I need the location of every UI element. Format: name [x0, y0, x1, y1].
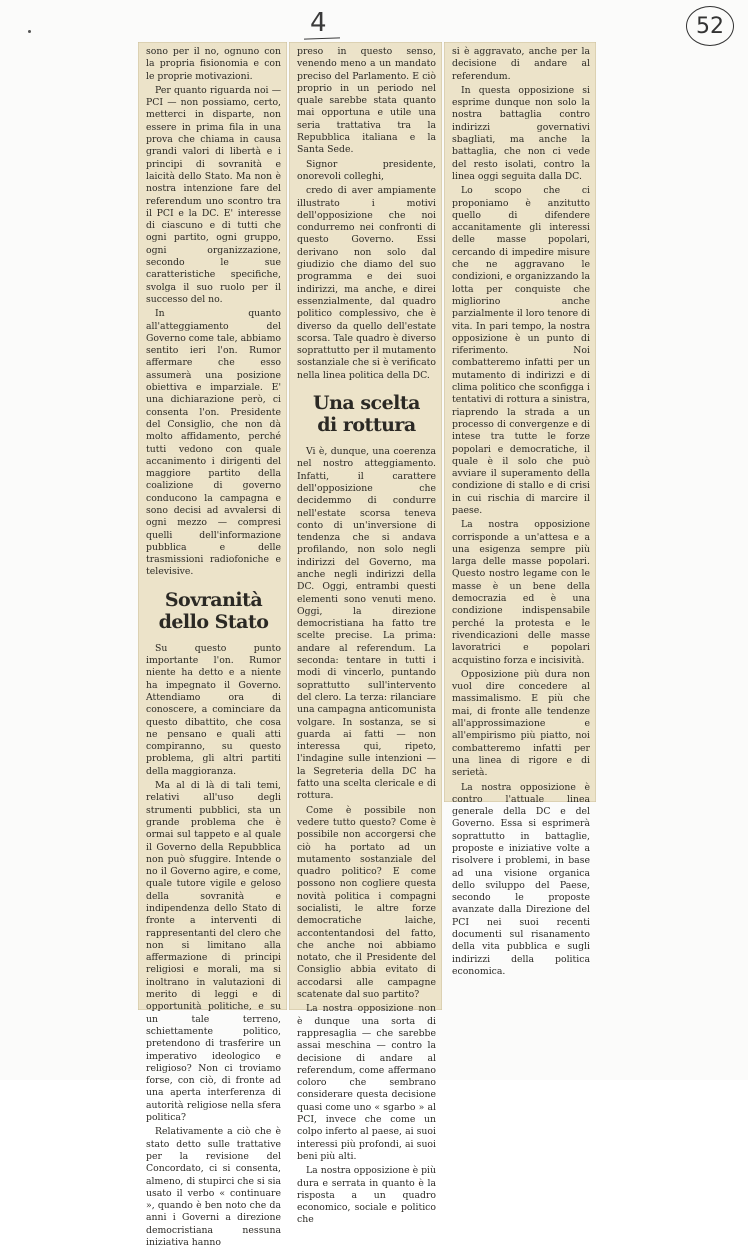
clipping-column-2	[289, 42, 442, 1226]
subheadline-line: Una scelta	[313, 392, 420, 415]
scan-speck	[28, 30, 31, 33]
paragraph: credo di aver ampiamente illustrato i motivi dell'opposizione che noi condurremo nei confronti di questo Governo. Essi derivano non solo dal giudizio che diamo del suo programma e dei suoi indirizzi, ma anche, e direi essenzialmente, dal quadro politico complessivo, che è diverso da quello dell'estate scorsa. Tale quadro è diverso soprattutto per il mutamento sostanziale che si è verificato nella linea politica della DC.	[297, 185, 436, 381]
subheadline-line: Sovranità	[164, 588, 263, 611]
paragraph: Opposizione più dura non vuol dire concedere al massimalismo. E più che mai, di fronte alle tendenze all'approssimazione e all'empirismo più piatto, noi combatteremo infatti per una linea di rigore e di serietà.	[452, 668, 590, 779]
paragraph: Ma al di là di tali temi, relativi all'uso degli strumenti pubblici, sta un grande problema che è ormai sul tappeto e al quale il Governo della Repubblica non può sfuggire. Intende o no il Governo agire, e come, quale tutore vigile e geloso della sovranità e indipendenza dello Stato di fronte a interventi di rappresentanti del clero che non si limitano alla affermazione di principi religiosi e morali, ma si inoltrano in valutazioni di merito di leggi e di opportunità politiche, e su un tale terreno, schiettamente politico, pretendono di trasferire un imperativo ideologico e religioso? Non ci troviamo forse, con ciò, di fronte ad una aperta interferenza di autorità religiose nella sfera politica?	[146, 780, 281, 1124]
subheadline-scelta-rottura	[297, 392, 436, 436]
paragraph: preso in questo senso, venendo meno a un mandato preciso del Parlamento. E ciò proprio in un periodo nel quale sarebbe stata quanto mai opportuna e utile una seria trattativa tra la Repubblica italiana e la Santa Sede.	[297, 46, 436, 156]
handwritten-page-number: 4	[310, 8, 327, 38]
circled-folio-text: 52	[696, 13, 724, 39]
paragraph: Relativamente a ciò che è stato detto sulle trattative per la revisione del Concordato, ci si consenta, almeno, di stupirci che si sia usato il verbo « continuare », quando è ben noto che da anni i Governi a direzione democristiana nessuna iniziativa hanno	[146, 1126, 281, 1249]
paragraph: Vi è, dunque, una coerenza nel nostro atteggiamento. Infatti, il carattere dell'opposizione che decidemmo di condurre nell'estate scorsa teneva conto di un'inversione di tendenza che si andava profilando, non solo negli indirizzi del Governo, ma anche negli indirizzi della DC. Oggi, entrambi questi elementi sono venuti meno. Oggi, la direzione democristiana ha fatto tre scelte precise. La prima: andare al referendum. La seconda: tentare in tutti i modi di vincerlo, puntando soprattutto sull'intervento del clero. La terza: rilanciare una campagna anticomunista volgare. In sostanza, se si guarda ai fatti — non interessa qui, ripeto, l'indagine sulle intenzioni — la Segreteria della DC ha fatto una scelta clericale e di rottura.	[297, 446, 436, 802]
paragraph: Su questo punto importante l'on. Rumor niente ha detto e a niente ha impegnato il Governo. Attendiamo ora di conoscere, a cominciare da questo dibattito, che cosa ne pensano e quali atti compiranno, su questo problema, gli altri partiti della maggioranza.	[146, 642, 281, 777]
paragraph: La nostra opposizione non è dunque una sorta di rappresaglia — che sarebbe assai meschina — contro la decisione di andare al referendum, come affermano coloro che sembrano considerare questa decisione quasi come uno « sgarbo » al PCI, invece che come un colpo inferto al paese, ai suoi interessi più profondi, ai suoi beni più alti.	[297, 1003, 436, 1162]
clipping-column-1	[138, 42, 287, 1249]
paragraph: La nostra opposizione è contro l'attuale linea generale della DC e del Governo. Essa si esprimerà soprattutto in battaglie, proposte e iniziative volte a risolvere i problemi, in base ad una visione organica dello sviluppo del Paese, secondo le proposte avanzate dalla Direzione del PCI nei suoi recenti documenti sul risanamento della vita pubblica e sugli indirizzi della politica economica.	[452, 781, 590, 977]
paragraph: La nostra opposizione corrisponde a un'attesa e a una esigenza sempre più larga delle masse popolari. Questo nostro legame con le masse è un bene della democrazia ed è una condizione indispensabile perché la protesta e le rivendicazioni delle masse lavoratrici e popolari acquistino forza e incisività.	[452, 519, 590, 666]
subheadline-line: dello Stato	[158, 610, 269, 633]
subheadline-line: di rottura	[317, 414, 416, 437]
subheadline-sovranita	[146, 589, 281, 633]
paragraph: Lo scopo che ci proponiamo è anzitutto quello di difendere accanitamente gli interessi delle masse popolari, cercando di impedire misure che ne aggravano le condizioni, e organizzando la lotta per conquiste che migliorino anche parzialmente il loro tenore di vita. In pari tempo, la nostra opposizione è un punto di riferimento. Noi combatteremo infatti per un mutamento di indirizzi e di clima politico che sconfigga i tentativi di rottura a sinistra, riaprendo la strada a un processo di convergenze e di intese tra tutte le forze popolari e democratiche, il quale è il solo che può avviare il superamento della condizione di stallo e di crisi in cui rischia di marcire il paese.	[452, 185, 590, 516]
paragraph: In quanto all'atteggiamento del Governo come tale, abbiamo sentito ieri l'on. Rumor affermare che esso assumerà una posizione obiettiva e imparziale. E' una dichiarazione però, ci consenta l'on. Presidente del Consiglio, che non dà molto affidamento, perché tutti vedono con quale accanimento i dirigenti del maggiore partito della coalizione di governo conducono la campagna e sono decisi ad avvalersi di ogni mezzo — compresi quelli dell'informazione pubblica e delle trasmissioni radiofoniche e televisive.	[146, 308, 281, 578]
paragraph: si è aggravato, anche per la decisione di andare al referendum.	[452, 46, 590, 82]
paragraph: In questa opposizione si esprime dunque non solo la nostra battaglia contro indirizzi governativi sbagliati, ma anche la battaglia, che non ci vede del resto isolati, contro la linea oggi seguita dalla DC.	[452, 84, 590, 182]
paragraph: Come è possibile non vedere tutto questo? Come è possibile non accorgersi che ciò ha portato ad un mutamento sostanziale del quadro politico? E come possono non coglierе questa novità politica i compagni socialisti, le altre forze democratiche laiche, accontentandosi del fatto, che anche noi abbiamo notato, che il Presidente del Consiglio abbia evitato di accodarsi alle campagne scatenate dal suo partito?	[297, 804, 436, 1001]
handwritten-underline	[304, 37, 340, 39]
circled-folio-number	[686, 6, 734, 46]
clipping-column-3	[444, 42, 596, 977]
paragraph: Per quanto riguarda noi — PCI — non possiamo, certo, metterci in disparte, non essere in prima fila in una prova che chiama in causa grandi valori di libertà e i principi di sovranità e laicità dello Stato. Ma non è nostra intenzione fare del referendum uno scontro tra il PCI e la DC. E' interesse di ciascuno e di tutti che ogni partito, ogni gruppo, ogni organizzazione, secondo le sue caratteristiche specifiche, svolga il suo ruolo per il successo del no.	[146, 84, 281, 305]
paragraph: Signor presidente, onorevoli colleghi,	[297, 158, 436, 182]
paragraph: sono per il no, ognuno con la propria fisionomia e con le proprie motivazioni.	[146, 46, 281, 82]
paragraph: La nostra opposizione è più dura e serrata in quanto è la risposta a un quadro economico, sociale e politico che	[297, 1165, 436, 1226]
